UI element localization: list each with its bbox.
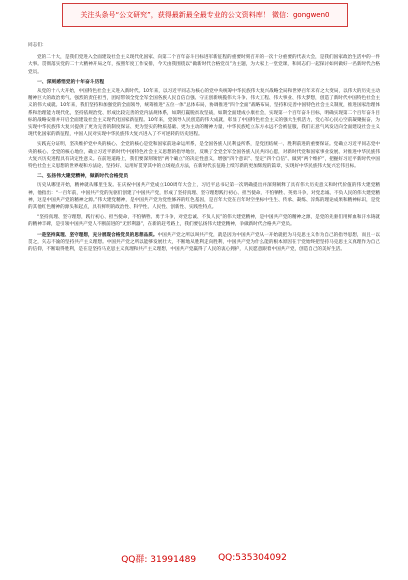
paragraph-text: 历史从哪里开始，精神就从哪里生发。在庆祝中国共产党成立100周年大会上，习近平总书记第一次明确提出并深刻阐释了具有伟大历史意义和时代价值的伟大建党精神，他指出：“一百年前，中国共产党的先驱们创建了中国共产党，形成了坚持真理、坚守理想践行初心、担当使命，不怕牺牲、英勇斗争，对党忠诚、不负人民的伟大建党精神，这是中国共产党的精神之源。”伟大建党精神，是中国共产党为党性修养的红色基因，是百年大党在百年时空坐标中生生、传承、凝练、淬炼的理论成果和精神标识，是党的其他红色精神的源头和起点，具有鲜明的政治性、科学性、人民性、创新性、实践性特点。 <box>28 183 380 211</box>
paragraph <box>28 54 380 76</box>
document-body <box>28 42 380 542</box>
salutation: 同志们： <box>28 43 47 48</box>
paragraph <box>28 88 380 138</box>
promo-banner <box>62 3 348 27</box>
paragraph-text: 从党的十八大开始，中国特色社会主义进入新时代。10年来，以习近平同志为核心的党中央统筹中华民族伟大复兴战略全局和世界百年未有之大变局，以伟大的历史主动精神巨大的政治勇气、强烈的责任担当，团结带领全党全军全国各族人民自信自强、守正创新统揽伟大斗争、伟大工程、伟大事业、伟大梦想，创造了新时代中国特色社会主义的伟大成就。10年来，我们坚持和加强党的全面领导，统筹推进“五位一体”总体布局，协调推进“四个全面”战略布局，坚持和完善中国特色社会主义制度，推进国家治理体系和治理能力现代化，坚持依规治党、形成比较完善的党内法规体系，如期打赢脱贫攻坚战，如期全面建成小康社会，实现第一个百年奋斗目标，明确实现第二个百年奋斗目标的战略安排并开启全面建设社会主义现代化国家新征程。10年来，党领导人民创造的伟大成就，彰显了中国特色社会主义的强大生机活力，党心军心民心空前凝聚振奋，为实现中华民族伟大复兴提供了更为完善的制度保证、更为坚实的物质基础、更为主动的精神力量，中华民族屹立东方永远不会被征服，我们正意气风发迈向全面建设社会主义现代化国家的新征程，中国人民对实现中华民族伟大复兴进入了不可逆转的历史进程。 <box>28 89 380 138</box>
paragraph-text: 中国共产党之所以叫共产党，就是因为中国共产党从一开始就把为马克思主义作为自己的指导思想，而且一以贯之，矢志不渝的坚持共产主义理想。中国共产党之所以能够发展壮大，不断地从胜利走向胜利，中国共产党为什么能的根本原因在于党始终把坚持马克思主义真理作为自己的信仰，不断取得胜利，是在是坚持马克思主义真理和共产主义理想，中国共产党赢得了人民的衷心拥护，人民愿意跟着中国共产党，创造自己的美好生活。 <box>28 232 380 253</box>
paragraph <box>28 182 380 211</box>
paragraph-text: 实践充分证明，坚决维护党中央的核心、全党的核心是党和国家前途命运所系，是全国各族人民利益所系，是党团结统一、胜利前进的重要保证。党确立习近平同志党中央的核心、全党的核心地位，确立习近平新时代中国特色社会主义思想的指导地位，反映了全党全军全国各族人民共同心愿，对新时代党和国家事业发展、对推进中华民族伟大复兴历史进程具有决定性意义。在前进道路上，我们要深刻领悟“两个确立”的决定性意义，增强“四个意识”、坚定“四个自信”、做到“两个维护”，把握好习近平新时代中国特色社会主义思想的世界观和方法论，坚持好、运用好贯穿其中的立场观点方法，在新时代长征路上续写新的更加辉煌的篇章，实现好中华民族伟大复兴宏伟目标。 <box>28 142 380 170</box>
section-heading <box>28 79 380 86</box>
qq-text: QQ:535304092 <box>218 553 287 563</box>
footer <box>0 548 408 568</box>
paragraph <box>28 141 380 170</box>
paragraph-text: 二、弘扬伟大建党精神，做新时代合格党员 <box>37 174 129 180</box>
section-heading <box>28 173 380 180</box>
paragraph-text: 一、深刻感悟党的十年奋斗历程 <box>37 79 105 85</box>
paragraph-text: 党的二十大，是我们党进入全面建设社会主义现代化国家、向第二个百年奋斗目标进军新征程的重要时刻召开的一次十分重要的代表大会，是我们国家政治生活中的一件大事。贯彻落实党的二十大精神开局之年，按照年度工作安排，今天由我围绕以“做新时代合格党员”为主题，为大家上一堂党课，和同志们一起探讨如何做好一名新时代合格党员。 <box>28 55 380 75</box>
paragraph <box>28 214 380 228</box>
qq-group-text: QQ群: 31991489 <box>121 554 197 565</box>
paragraph <box>28 232 380 254</box>
emphasis-lead: 一是坚持真理、坚守理想，充分展现合格党员的思想品质。 <box>37 232 158 238</box>
paragraph-text: “坚持真理、坚守理想，践行初心、担当使命，不怕牺牲、勇于斗争，对党忠诚、不负人民”的伟大建党精神，是中国共产党的精神之源，是党的先驱们用鲜血和汗水铸就的精神丰碑，是引领中国共产党人不断前进的“无形利器”，在新的赶考路上，我们要弘扬伟大建党精神，争做新时代合格共产党员。 <box>28 215 380 228</box>
promo-banner-text: 关注头条号“公文研究”，获得最新最全最专业的公文资料库！ 微信：gongwen0 <box>80 11 330 19</box>
document-content <box>28 54 380 253</box>
